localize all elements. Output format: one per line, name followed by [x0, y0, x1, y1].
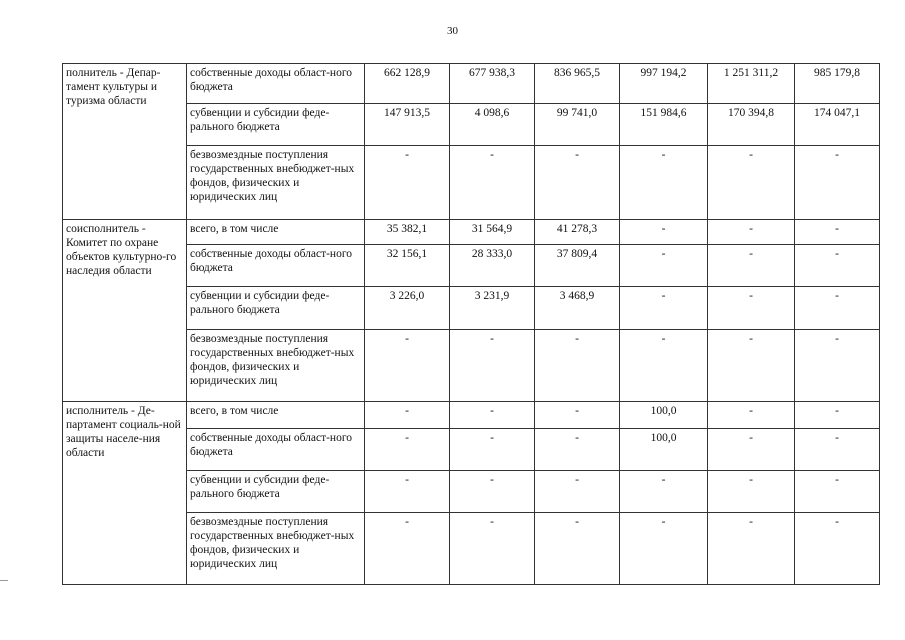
- source-cell: безвозмездные поступления государственных внебюджет-ных фондов, физических и юридических лиц: [187, 330, 365, 402]
- value-cell: 997 194,2: [620, 64, 708, 104]
- value-cell: 41 278,3: [535, 220, 620, 245]
- value-cell: -: [620, 245, 708, 287]
- executor-cell: исполнитель - Де-партамент социаль-ной защиты населе-ния области: [63, 402, 187, 585]
- value-cell: 99 741,0: [535, 104, 620, 146]
- value-cell: 1 251 311,2: [708, 64, 795, 104]
- value-cell: -: [365, 429, 450, 471]
- value-cell: -: [535, 429, 620, 471]
- value-cell: -: [365, 471, 450, 513]
- value-cell: -: [450, 330, 535, 402]
- value-cell: -: [708, 471, 795, 513]
- source-cell: всего, в том числе: [187, 220, 365, 245]
- value-cell: -: [450, 146, 535, 220]
- value-cell: -: [365, 513, 450, 585]
- value-cell: 3 226,0: [365, 287, 450, 330]
- value-cell: 31 564,9: [450, 220, 535, 245]
- value-cell: -: [708, 402, 795, 429]
- value-cell: 28 333,0: [450, 245, 535, 287]
- value-cell: -: [795, 513, 880, 585]
- value-cell: 4 098,6: [450, 104, 535, 146]
- executor-cell: соисполнитель - Комитет по охране объектов культурно-го наследия области: [63, 220, 187, 402]
- source-cell: субвенции и субсидии феде-рального бюджета: [187, 287, 365, 330]
- value-cell: 170 394,8: [708, 104, 795, 146]
- value-cell: -: [365, 402, 450, 429]
- value-cell: -: [795, 220, 880, 245]
- value-cell: 147 913,5: [365, 104, 450, 146]
- value-cell: -: [795, 146, 880, 220]
- value-cell: 32 156,1: [365, 245, 450, 287]
- value-cell: -: [620, 330, 708, 402]
- value-cell: 174 047,1: [795, 104, 880, 146]
- value-cell: 3 231,9: [450, 287, 535, 330]
- source-cell: субвенции и субсидии феде-рального бюджета: [187, 471, 365, 513]
- executor-cell: полнитель - Депар-тамент культуры и туризма области: [63, 64, 187, 220]
- value-cell: -: [535, 146, 620, 220]
- source-cell: собственные доходы област-ного бюджета: [187, 429, 365, 471]
- value-cell: -: [450, 429, 535, 471]
- value-cell: -: [795, 471, 880, 513]
- source-cell: всего, в том числе: [187, 402, 365, 429]
- table-row: [63, 64, 880, 104]
- value-cell: 677 938,3: [450, 64, 535, 104]
- value-cell: -: [620, 471, 708, 513]
- value-cell: 3 468,9: [535, 287, 620, 330]
- table-row: [63, 402, 880, 429]
- value-cell: -: [708, 287, 795, 330]
- value-cell: -: [535, 330, 620, 402]
- source-cell: безвозмездные поступления государственных внебюджет-ных фондов, физических и юридических лиц: [187, 146, 365, 220]
- source-cell: собственные доходы област-ного бюджета: [187, 245, 365, 287]
- value-cell: 37 809,4: [535, 245, 620, 287]
- scan-edge-mark: [0, 580, 8, 581]
- value-cell: -: [620, 220, 708, 245]
- value-cell: -: [708, 513, 795, 585]
- value-cell: -: [795, 287, 880, 330]
- value-cell: -: [708, 245, 795, 287]
- value-cell: 836 965,5: [535, 64, 620, 104]
- value-cell: -: [708, 330, 795, 402]
- source-cell: собственные доходы област-ного бюджета: [187, 64, 365, 104]
- value-cell: -: [795, 402, 880, 429]
- value-cell: -: [620, 287, 708, 330]
- value-cell: 985 179,8: [795, 64, 880, 104]
- value-cell: 100,0: [620, 402, 708, 429]
- value-cell: 151 984,6: [620, 104, 708, 146]
- value-cell: -: [795, 429, 880, 471]
- value-cell: -: [708, 429, 795, 471]
- value-cell: -: [535, 402, 620, 429]
- value-cell: -: [365, 330, 450, 402]
- value-cell: -: [620, 513, 708, 585]
- value-cell: -: [708, 220, 795, 245]
- page-number: 30: [447, 25, 458, 37]
- value-cell: 35 382,1: [365, 220, 450, 245]
- budget-table: [62, 63, 880, 585]
- value-cell: 100,0: [620, 429, 708, 471]
- value-cell: -: [535, 513, 620, 585]
- value-cell: -: [450, 402, 535, 429]
- value-cell: -: [795, 245, 880, 287]
- value-cell: -: [708, 146, 795, 220]
- source-cell: субвенции и субсидии феде-рального бюджета: [187, 104, 365, 146]
- value-cell: -: [365, 146, 450, 220]
- value-cell: -: [620, 146, 708, 220]
- table-row: [63, 220, 880, 245]
- value-cell: -: [795, 330, 880, 402]
- source-cell: безвозмездные поступления государственных внебюджет-ных фондов, физических и юридических лиц: [187, 513, 365, 585]
- value-cell: -: [450, 471, 535, 513]
- value-cell: 662 128,9: [365, 64, 450, 104]
- value-cell: -: [450, 513, 535, 585]
- value-cell: -: [535, 471, 620, 513]
